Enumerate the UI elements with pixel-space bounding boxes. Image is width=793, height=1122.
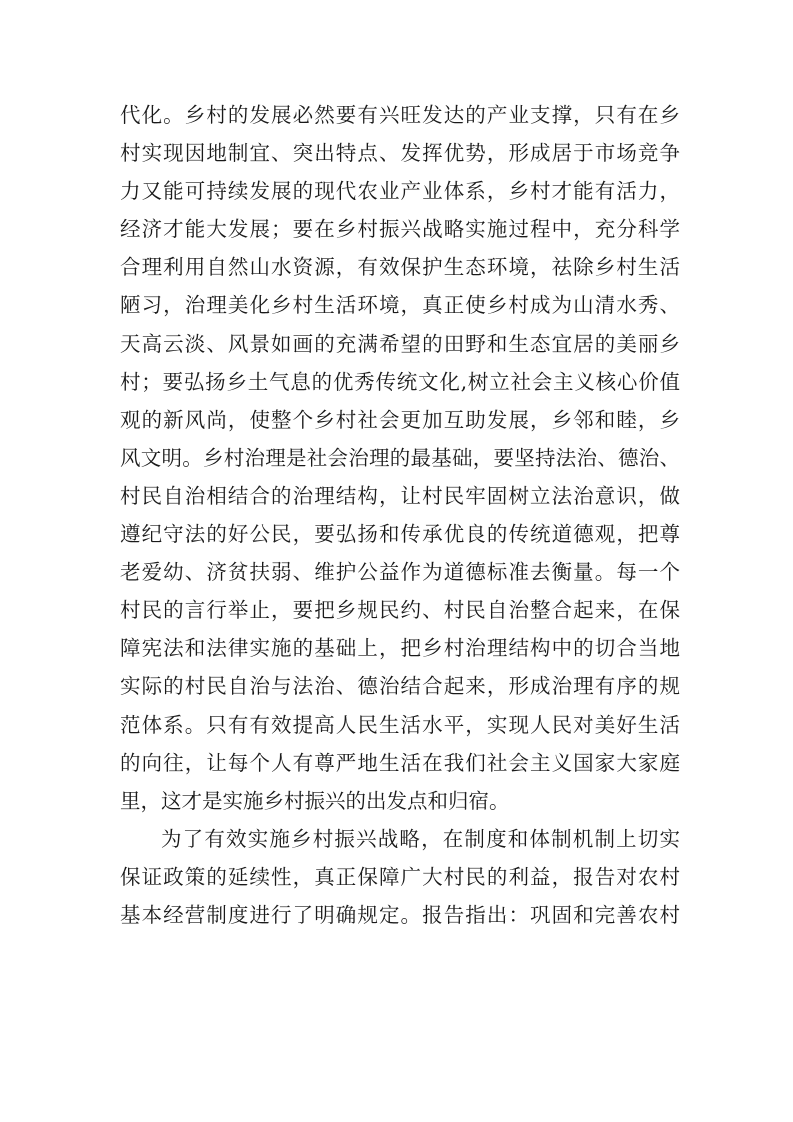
text-line: 风文明。乡村治理是社会治理的最基础，要坚持法治、德治、 (120, 445, 680, 470)
paragraph-end-line: 里，这才是实施乡村振兴的出发点和归宿。 (120, 788, 510, 813)
text-line: 保证政策的延续性，真正保障广大村民的利益，报告对农村 (120, 864, 680, 889)
body-text (120, 96, 680, 934)
text-line: 陋习，治理美化乡村生活环境，真正使乡村成为山清水秀、 (120, 293, 680, 318)
text-line: 障宪法和法律实施的基础上，把乡村治理结构中的切合当地 (120, 636, 680, 661)
text-line: 实际的村民自治与法治、德治结合起来，形成治理有序的规 (120, 674, 680, 699)
text-line: 力又能可持续发展的现代农业产业体系，乡村才能有活力， (120, 179, 680, 204)
text-line: 范体系。只有有效提高人民生活水平，实现人民对美好生活 (120, 712, 680, 737)
text-line: 村民的言行举止，要把乡规民约、村民自治整合起来，在保 (120, 598, 680, 623)
text-line: 村；要弘扬乡土气息的优秀传统文化,树立社会主义核心价值 (120, 369, 680, 394)
text-line: 村民自治相结合的治理结构，让村民牢固树立法治意识，做 (120, 483, 680, 508)
text-line: 老爱幼、济贫扶弱、维护公益作为道德标准去衡量。每一个 (120, 560, 680, 585)
text-line: 的向往，让每个人有尊严地生活在我们社会主义国家大家庭 (120, 750, 680, 775)
text-line: 村实现因地制宜、突出特点、发挥优势，形成居于市场竞争 (120, 141, 680, 166)
text-line: 合理利用自然山水资源，有效保护生态环境，祛除乡村生活 (120, 255, 680, 280)
text-line: 遵纪守法的好公民，要弘扬和传承优良的传统道德观，把尊 (120, 522, 680, 547)
text-line: 观的新风尚，使整个乡村社会更加互助发展，乡邻和睦，乡 (120, 407, 680, 432)
text-line: 基本经营制度进行了明确规定。报告指出：巩固和完善农村 (120, 902, 680, 927)
text-line: 代化。乡村的发展必然要有兴旺发达的产业支撑，只有在乡 (120, 103, 680, 127)
text-line: 经济才能大发展；要在乡村振兴战略实施过程中，充分科学 (120, 217, 680, 242)
paragraph-first-line: 为了有效实施乡村振兴战略，在制度和体制机制上切实 (161, 826, 680, 851)
text-line: 天高云淡、风景如画的充满希望的田野和生态宜居的美丽乡 (120, 331, 680, 356)
